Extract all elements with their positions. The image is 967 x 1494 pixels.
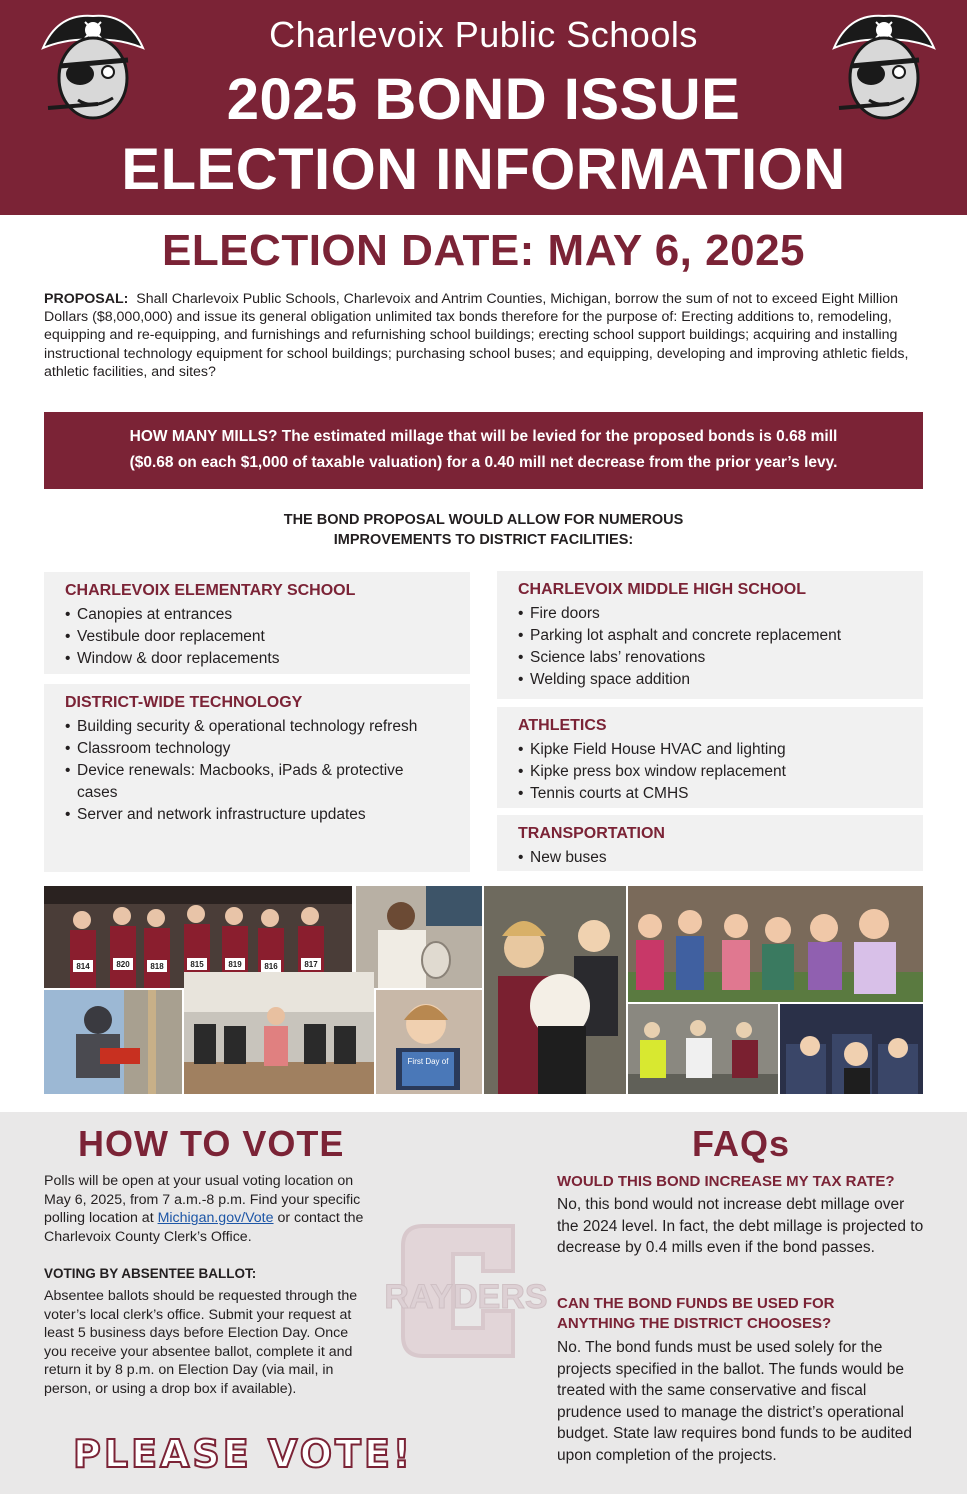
page-title-line1: 2025 BOND ISSUE — [226, 67, 741, 132]
lab-photo — [356, 886, 482, 988]
list-item: • New buses — [518, 847, 923, 869]
section-list — [518, 739, 923, 805]
polls-text: Polls will be open at your usual voting location on May 6, 2025, from 7 a.m.-8 p.m. Find your specific polling location at — [44, 1173, 361, 1226]
section-list — [518, 847, 923, 869]
lab-photo-illustration — [356, 886, 482, 988]
absentee-heading: VOTING BY ABSENTEE BALLOT: — [44, 1266, 257, 1281]
technology-section — [44, 684, 470, 872]
list-item: • Server and network infrastructure updates — [65, 804, 470, 826]
how-to-vote-title: HOW TO VOTE — [78, 1123, 345, 1164]
list-item: • Welding space addition — [518, 669, 923, 691]
workers-photo-illustration — [628, 1004, 778, 1094]
list-item: • Window & door replacements — [65, 648, 470, 670]
first-day-photo-illustration — [376, 990, 482, 1094]
first-day-photo — [376, 990, 482, 1094]
polls-text-end: or contact the Charlevoix County Clerk’s Office. — [44, 1210, 364, 1245]
middle-high-section — [497, 571, 923, 699]
faq-question-2-line2: ANYTHING THE DISTRICT CHOOSES? — [557, 1315, 832, 1332]
faqs-title: FAQs — [692, 1123, 791, 1164]
election-date-heading: ELECTION DATE: MAY 6, 2025 — [161, 226, 806, 275]
list-item: • Fire doors — [518, 603, 923, 625]
section-title: CHARLEVOIX MIDDLE HIGH SCHOOL — [518, 581, 807, 598]
elementary-section — [44, 572, 470, 674]
list-item: • Device renewals: Macbooks, iPads & protective cases — [65, 760, 437, 804]
band-photo — [184, 972, 374, 1094]
improvements-heading-line2: IMPROVEMENTS TO DISTRICT FACILITIES: — [333, 532, 634, 548]
absentee-paragraph: Absentee ballots should be requested through the voter’s local clerk’s office. Submit your request at least 5 business days before Election Day. Once you receive your absentee ballot, complete it and return it by 8 p.m. on Election Day (via mail, in person, or using a drop box if available). — [44, 1288, 358, 1397]
proposal-text: Shall Charlevoix Public Schools, Charlevoix and Antrim Counties, Michigan, borrow the sum of not to exceed Eight Million Dollars ($8,000,000) and issue its general obligation unlimited tax bonds therefore for the purpose of: Erecting additions to, remodeling, equipping and re-equipping, and furnishings and refurnishing school buildings; erecting school support buildings; acquiring and installing instructional technology equipment for school buildings; purchasing school buses; and equipping, developing and improving athletic fields, athletic facilities, and sites? — [44, 291, 909, 380]
bus-photo-illustration — [780, 1004, 923, 1094]
section-list — [65, 716, 470, 826]
faq-answer-1: No, this bond would not increase debt millage over the 2024 level. In fact, the debt millage is projected to decrease by 0.4 mills even if the bond passes. — [557, 1196, 924, 1256]
proposal-paragraph — [44, 290, 924, 381]
list-item: • Classroom technology — [65, 738, 470, 760]
runner-number: 817 — [304, 960, 318, 969]
band-photo-illustration — [184, 972, 374, 1094]
header-banner — [0, 0, 967, 215]
athletics-section — [497, 707, 923, 808]
students-photo-illustration — [628, 886, 923, 1002]
construction-photo — [44, 990, 182, 1094]
runner-number: 815 — [190, 960, 204, 969]
list-item: • Vestibule door replacement — [65, 626, 470, 648]
pirate-mascot-icon — [829, 8, 939, 126]
mills-line2: ($0.68 on each $1,000 of taxable valuation) for a 0.40 mill net decrease from the prior year’s levy. — [129, 454, 838, 471]
mills-line1: HOW MANY MILLS? The estimated millage that will be levied for the proposed bonds is 0.68 mill — [129, 428, 838, 445]
faq-question-2-line1: CAN THE BOND FUNDS BE USED FOR — [557, 1295, 835, 1312]
students-photo — [628, 886, 923, 1002]
list-item: • Parking lot asphalt and concrete replacement — [518, 625, 923, 647]
faq-question-1: WOULD THIS BOND INCREASE MY TAX RATE? — [557, 1173, 895, 1190]
runner-number: 814 — [76, 962, 90, 971]
workers-photo — [628, 1004, 778, 1094]
section-title: DISTRICT-WIDE TECHNOLOGY — [65, 694, 303, 711]
runner-number: 818 — [150, 962, 164, 971]
section-title: ATHLETICS — [518, 717, 607, 734]
dog-photo-illustration — [484, 886, 626, 1094]
list-item: • Building security & operational technology refresh — [65, 716, 470, 738]
section-list — [65, 604, 470, 670]
polls-paragraph — [44, 1172, 374, 1246]
dog-photo — [484, 886, 626, 1094]
improvements-heading — [0, 510, 967, 550]
list-item: • Tennis courts at CMHS — [518, 783, 923, 805]
bus-photo — [780, 1004, 923, 1094]
transportation-section — [497, 815, 923, 871]
improvements-heading-line1: THE BOND PROPOSAL WOULD ALLOW FOR NUMEROUS — [283, 512, 684, 528]
faq-answer-2: No. The bond funds must be used solely for the projects specified in the ballot. The funds would be treated with the same conservative and fiscal prudence used to manage the district’s operational budget. State law requires bond funds to be audited upon completion of the projects. — [557, 1339, 913, 1464]
section-title: CHARLEVOIX ELEMENTARY SCHOOL — [65, 582, 356, 599]
michigan-vote-link[interactable]: Michigan.gov/Vote — [157, 1210, 274, 1226]
construction-photo-illustration — [44, 990, 182, 1094]
please-vote-text: PLEASE VOTE! — [73, 1432, 414, 1476]
district-name: Charlevoix Public Schools — [269, 14, 698, 55]
mills-banner — [44, 412, 923, 489]
list-item: • Kipke press box window replacement — [518, 761, 923, 783]
runner-number: 816 — [264, 962, 278, 971]
runner-number: 819 — [228, 960, 242, 969]
list-item: • Canopies at entrances — [65, 604, 470, 626]
faq-question-2 — [557, 1294, 835, 1334]
rayders-c-logo-icon — [378, 1216, 553, 1366]
list-item: • Science labs’ renovations — [518, 647, 923, 669]
section-list — [518, 603, 923, 691]
section-title: TRANSPORTATION — [518, 825, 665, 842]
watermark-text: RAYDERS — [384, 1278, 548, 1316]
photo-collage — [44, 886, 923, 1094]
page-title-line2: ELECTION INFORMATION — [121, 137, 846, 202]
first-day-sign: First Day of — [407, 1057, 449, 1066]
list-item: • Kipke Field House HVAC and lighting — [518, 739, 923, 761]
runner-number: 820 — [116, 960, 130, 969]
proposal-label: PROPOSAL: — [44, 291, 129, 307]
